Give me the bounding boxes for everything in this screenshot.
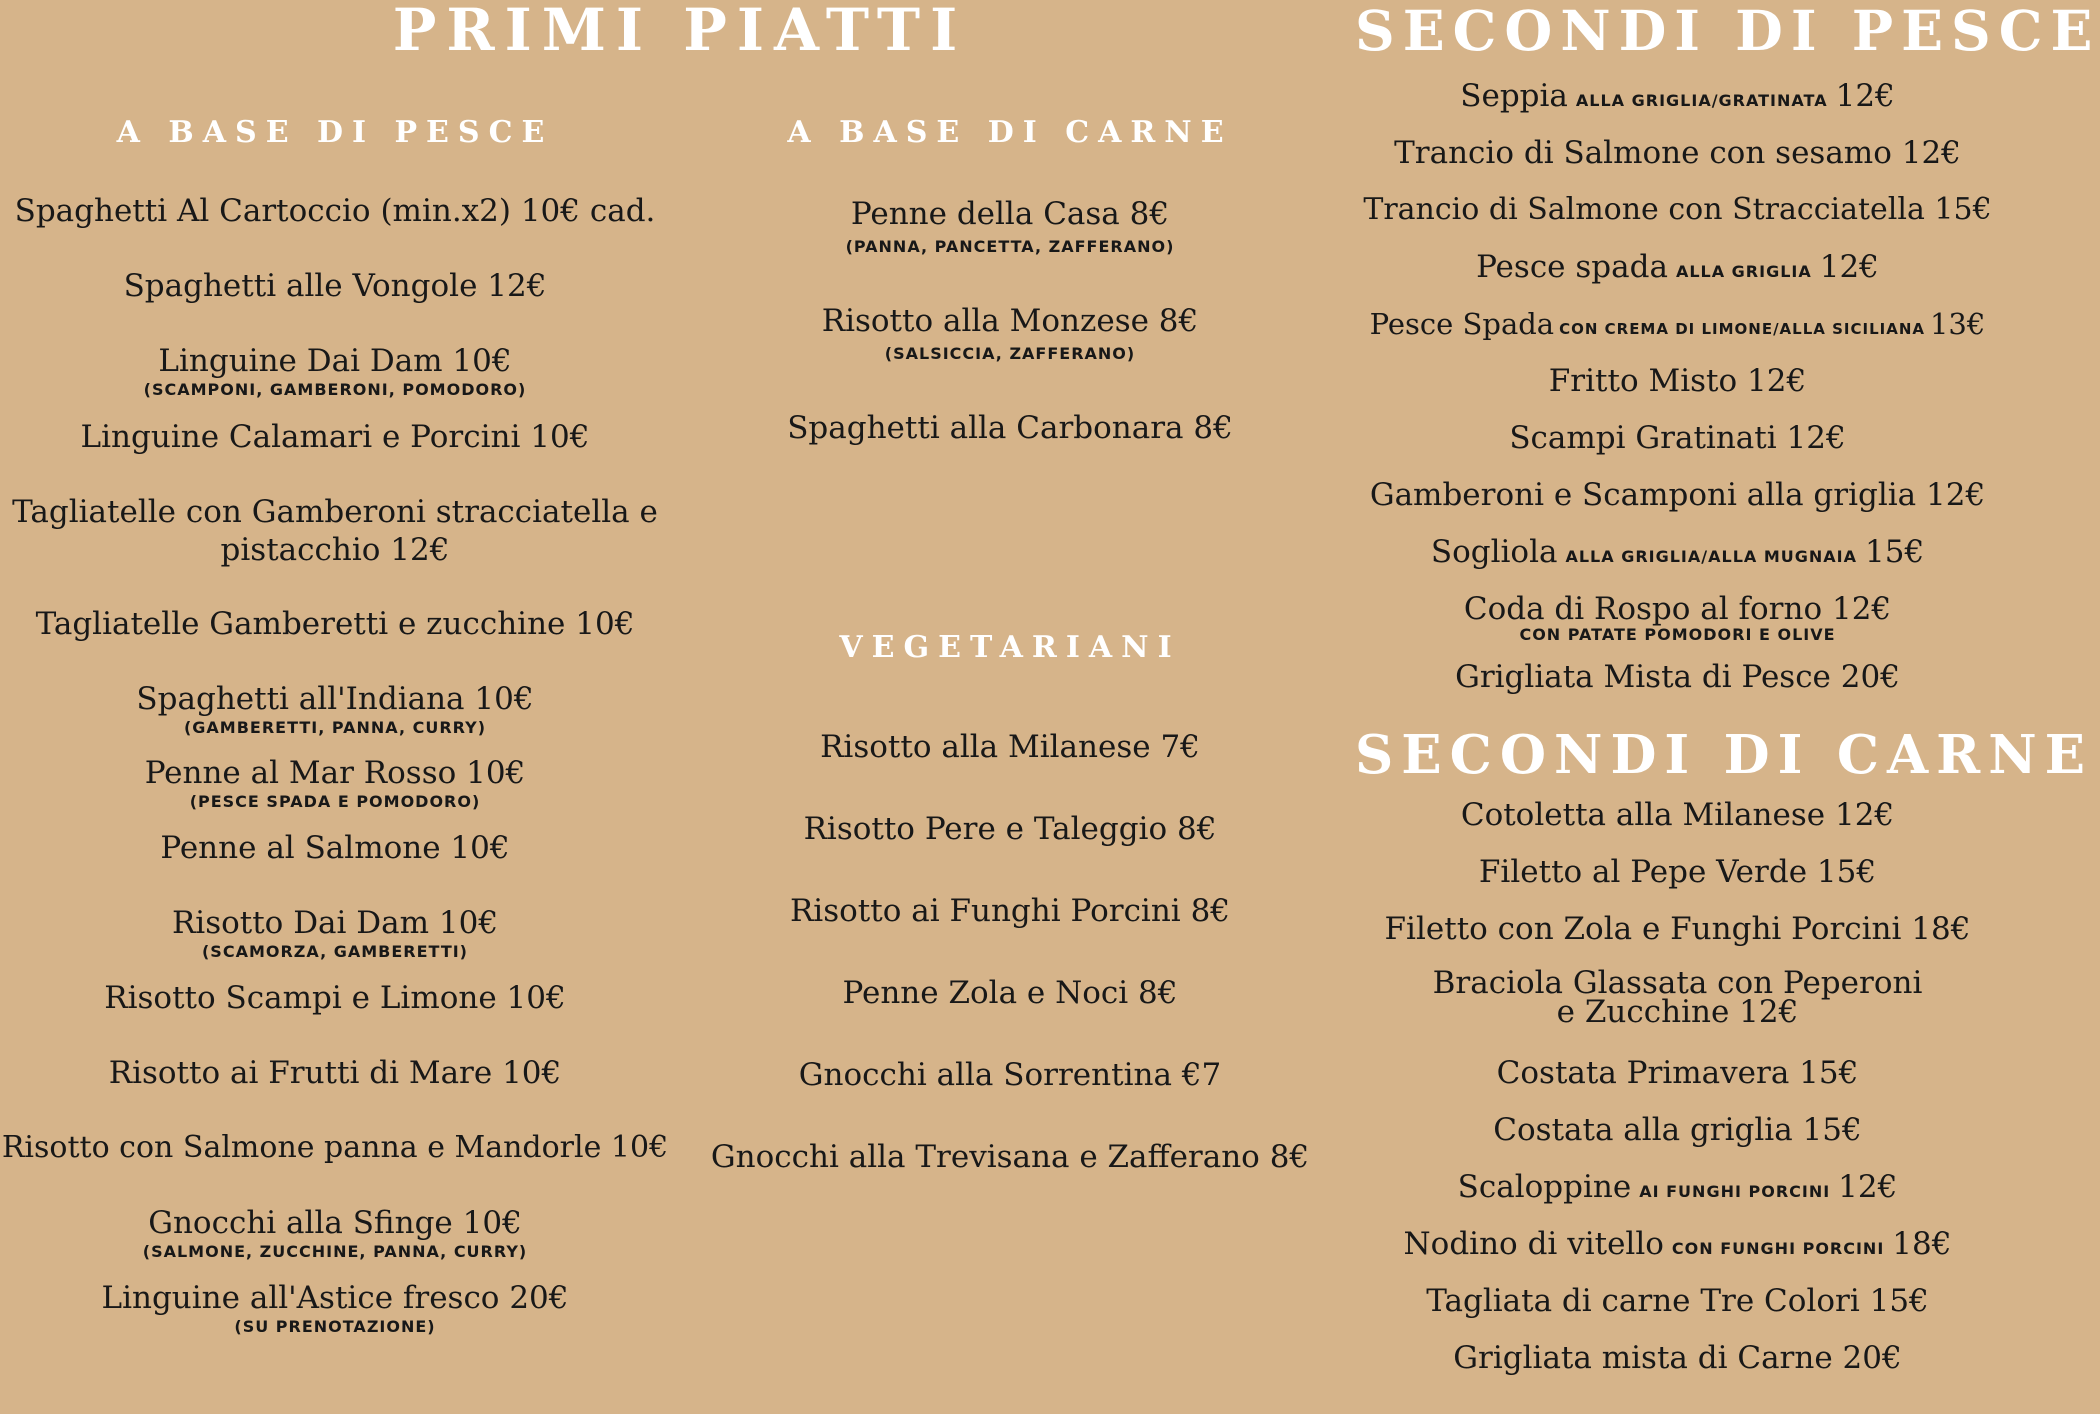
menu-item: Spaghetti Al Cartoccio (min.x2) 10€ cad.: [14, 193, 656, 229]
item-note: (SALMONE, ZUCCHINE, PANNA, CURRY): [142, 1242, 528, 1261]
secondi-carne-title: SECONDI DI CARNE: [1355, 724, 2094, 786]
menu-item: Trancio di Salmone con Stracciatella 15€: [1363, 192, 1992, 227]
menu-item: Risotto Dai Dam 10€ (SCAMORZA, GAMBERETTI): [0, 904, 670, 962]
item-note: ALLA GRIGLIA: [1675, 262, 1812, 281]
menu-item: Spaghetti alle Vongole 12€: [123, 268, 547, 304]
menu-item: Linguine all'Astice fresco 20€ (SU PRENOTAZIONE): [0, 1279, 670, 1337]
item-note: ALLA GRIGLIA/GRATINATA: [1575, 91, 1828, 110]
menu-item: Seppia ALLA GRIGLIA/GRATINATA 12€: [1460, 78, 1895, 114]
primi-piatti-title: PRIMI PIATTI: [392, 0, 968, 64]
item-note: CON FUNGHI PORCINI: [1671, 1239, 1885, 1258]
menu-item: Filetto al Pepe Verde 15€: [1478, 854, 1877, 890]
menu-item: Risotto ai Funghi Porcini 8€: [789, 893, 1231, 929]
menu-item: Coda di Rospo al forno 12€ CON PATATE POMODORI E OLIVE: [1355, 590, 2000, 642]
menu-item: Nodino di vitello CON FUNGHI PORCINI 18€: [1403, 1226, 1952, 1262]
menu-item: Spaghetti alla Carbonara 8€: [787, 410, 1233, 446]
menu-item: Costata Primavera 15€: [1496, 1055, 1859, 1091]
menu-item: Penne al Salmone 10€: [160, 830, 510, 866]
menu-item: Tagliatelle Gamberetti e zucchine 10€: [35, 606, 635, 642]
menu-item: Braciola Glassata con Peperoni e Zucchine 12€: [1432, 965, 1923, 1030]
menu-item: Cotoletta alla Milanese 12€: [1460, 797, 1895, 833]
menu-item: Pesce Spada CON CREMA DI LIMONE/ALLA SICILIANA 13€: [1369, 307, 1986, 341]
menu-item: Linguine Dai Dam 10€ (SCAMPONI, GAMBERONI, POMODORO): [0, 342, 670, 400]
menu-item: Costata alla griglia 15€: [1493, 1112, 1862, 1148]
menu-item: Filetto con Zola e Funghi Porcini 18€: [1384, 911, 1971, 947]
menu-item: Fritto Misto 12€: [1548, 363, 1807, 399]
menu-item: Gnocchi alla Trevisana e Zafferano 8€: [710, 1139, 1310, 1175]
menu-item: Penne Zola e Noci 8€: [842, 975, 1178, 1011]
item-note: (GAMBERETTI, PANNA, CURRY): [183, 718, 487, 737]
item-note: (SCAMPONI, GAMBERONI, POMODORO): [143, 380, 527, 399]
menu-item: Penne al Mar Rosso 10€ (PESCE SPADA E POMODORO): [0, 754, 670, 812]
item-note: AI FUNGHI PORCINI: [1639, 1182, 1831, 1201]
vegetariani-heading: VEGETARIANI: [839, 630, 1181, 665]
menu-item: Risotto Pere e Taleggio 8€: [803, 811, 1217, 847]
menu-item: Sogliola ALLA GRIGLIA/ALLA MUGNAIA 15€: [1430, 534, 1925, 570]
menu-item: Tagliatelle con Gamberoni stracciatella e pistacchio 12€: [12, 494, 658, 568]
menu-item: Scaloppine AI FUNGHI PORCINI 12€: [1457, 1169, 1898, 1205]
menu-item: Gnocchi alla Sfinge 10€ (SALMONE, ZUCCHINE, PANNA, CURRY): [0, 1204, 670, 1262]
item-note: (SU PRENOTAZIONE): [234, 1317, 436, 1336]
menu-item: Scampi Gratinati 12€: [1509, 420, 1846, 456]
menu-item: Grigliata Mista di Pesce 20€: [1455, 659, 1900, 695]
menu-item: Risotto ai Frutti di Mare 10€: [108, 1055, 562, 1091]
menu-item: Spaghetti all'Indiana 10€ (GAMBERETTI, PANNA, CURRY): [0, 680, 670, 738]
item-note: (PANNA, PANCETTA, ZAFFERANO): [845, 237, 1175, 256]
carne-heading: A BASE DI CARNE: [787, 115, 1233, 150]
menu-item: Risotto Scampi e Limone 10€: [104, 980, 566, 1016]
menu-item: Grigliata mista di Carne 20€: [1453, 1340, 1902, 1376]
pesce-heading: A BASE DI PESCE: [116, 115, 554, 150]
item-note: (PESCE SPADA E POMODORO): [189, 792, 481, 811]
menu-item: Risotto alla Monzese 8€ (SALSICCIA, ZAFFERANO): [705, 302, 1315, 364]
item-note: CON CREMA DI LIMONE/ALLA SICILIANA: [1559, 320, 1925, 338]
menu-item: Trancio di Salmone con sesamo 12€: [1394, 135, 1961, 171]
menu-item: Risotto con Salmone panna e Mandorle 10€: [1, 1130, 669, 1165]
menu-item: Penne della Casa 8€ (PANNA, PANCETTA, ZAFFERANO): [705, 195, 1315, 257]
item-note: CON PATATE POMODORI E OLIVE: [1519, 625, 1836, 644]
item-note: (SCAMORZA, GAMBERETTI): [201, 942, 468, 961]
menu-item: Gnocchi alla Sorrentina €7: [798, 1057, 1222, 1093]
menu-item: Pesce spada ALLA GRIGLIA 12€: [1476, 249, 1879, 285]
menu-item: Gamberoni e Scamponi alla griglia 12€: [1369, 477, 1986, 513]
menu-item: Linguine Calamari e Porcini 10€: [80, 419, 590, 455]
secondi-pesce-title: SECONDI DI PESCE: [1355, 0, 2100, 63]
item-note: ALLA GRIGLIA/ALLA MUGNAIA: [1565, 547, 1857, 566]
item-note: (SALSICCIA, ZAFFERANO): [884, 344, 1136, 363]
menu-item: Risotto alla Milanese 7€: [820, 729, 1200, 765]
menu-item: Tagliata di carne Tre Colori 15€: [1426, 1283, 1929, 1319]
